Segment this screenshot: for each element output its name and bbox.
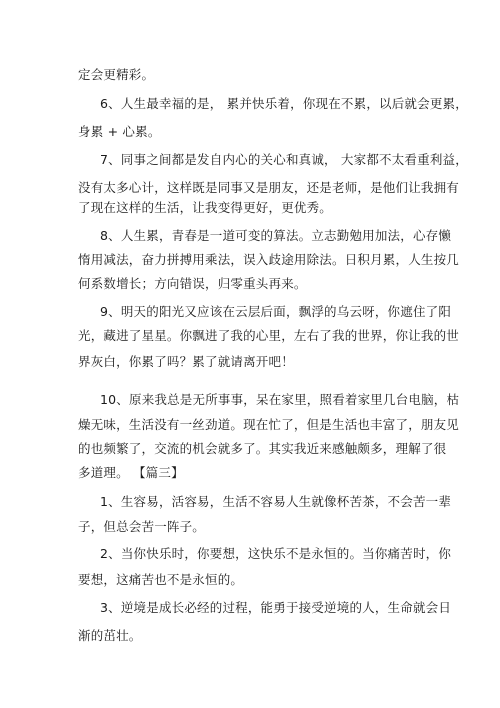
text-line: 2、当你快乐时，你要想，这快乐不是永恒的。当你痛苦时，你 bbox=[100, 546, 452, 561]
text-line: 何系数增长；方向错误，归零重头再来。 bbox=[78, 276, 307, 291]
text-line: 子，但总会苦一阵子。 bbox=[78, 519, 206, 534]
text-line: 界灰白，你累了吗？累了就请离开吧！ bbox=[78, 354, 294, 369]
text-line: 10、原来我总是无所事事，呆在家里，照看着家里几台电脑，枯 bbox=[100, 392, 460, 407]
text-line: 7、同事之间都是发自内心的关心和真诚， 大家都不太看重利益， bbox=[100, 152, 468, 167]
text-line: 光，藏进了星星。你飘进了我的心里，左右了我的世界，你让我的世 bbox=[78, 328, 460, 343]
text-line: 要想，这痛苦也不是永恒的。 bbox=[78, 572, 244, 587]
text-line: 燥无味，生活没有一丝劲道。现在忙了，但是生活也丰富了，朋友见 bbox=[78, 417, 460, 432]
text-line: 8、人生累，青春是一道可变的算法。立志勤勉用加法，心存懒 bbox=[100, 228, 452, 243]
text-line: 定会更精彩。 bbox=[78, 67, 155, 82]
text-line: 9、明天的阳光又应该在云层后面，飘浮的乌云呀，你遮住了阳 bbox=[100, 304, 452, 319]
text-line: 身累 + 心累。 bbox=[78, 124, 161, 139]
section-heading-line: 多道理。 【篇三】 bbox=[78, 465, 184, 480]
text-line: 3、逆境是成长必经的过程，能勇于接受逆境的人，生命就会日 bbox=[100, 600, 452, 615]
text-line: 渐的茁壮。 bbox=[78, 628, 142, 643]
text-line: 惰用减法，奋力拼搏用乘法，误入歧途用除法。日积月累，人生按几 bbox=[78, 252, 460, 267]
text-line: 了现在这样的生活，让我变得更好，更优秀。 bbox=[78, 200, 333, 215]
text-line: 1、生容易，活容易，生活不容易人生就像杯苦茶，不会苦一辈 bbox=[100, 494, 452, 509]
text-line: 没有太多心计，这样既是同事又是朋友，还是老师，是他们让我拥有 bbox=[78, 180, 460, 195]
text-line: 6、人生最幸福的是， 累并快乐着，你现在不累，以后就会更累， bbox=[100, 96, 468, 111]
text-line: 的也频繁了，交流的机会就多了。其实我近来感触颇多，理解了很 bbox=[78, 441, 447, 456]
